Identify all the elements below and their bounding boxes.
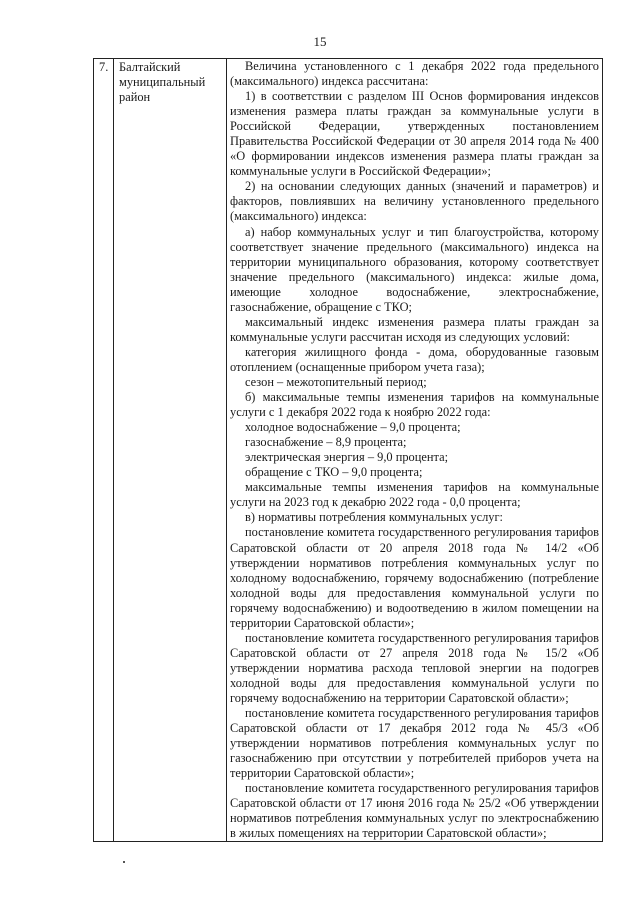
paragraph: максимальный индекс изменения размера платы граждан за коммунальные услуги рассчитан исходя из следующих условий:	[230, 314, 599, 344]
paragraph: а) набор коммунальных услуг и тип благоустройства, которому соответствует значение предельного (максимального) индекса на территории муниципального образования, которому соответствует значение предельного (максимального) индекса: жилые дома, имеющие холодное водоснабжение, электроснабжение, газоснабжение, обращение с ТКО;	[230, 224, 599, 314]
district-name: Балтайский муниципальный район	[114, 59, 227, 842]
paragraph: Величина установленного с 1 декабря 2022 года предельного (максимального) индекса рассчитана:	[230, 59, 599, 89]
paragraph: электрическая энергия – 9,0 процента;	[245, 450, 449, 465]
paragraph: холодное водоснабжение – 9,0 процента;	[245, 420, 461, 435]
paragraph: категория жилищного фонда - дома, оборудованные газовым отоплением (оснащенные прибором учета газа);	[230, 344, 599, 374]
page-number: 15	[313, 34, 327, 49]
paragraph: постановление комитета государственного регулирования тарифов Саратовской области от 27 апреля 2018 года № 15/2 «Об утверждении норматива расхода тепловой энергии на подогрев холодной воды для предоставления коммунальной услуги по горячему водоснабжению на территории Саратовской области»;	[230, 630, 599, 705]
table-row	[94, 59, 603, 842]
paragraph: максимальные темпы изменения тарифов на коммунальные услуги на 2023 год к декабрю 2022 года - 0,0 процента;	[230, 480, 599, 510]
scan-dot	[123, 861, 125, 863]
paragraph: газоснабжение – 8,9 процента;	[245, 435, 407, 450]
paragraph: 2) на основании следующих данных (значений и параметров) и факторов, повлиявших на величину установленного предельного (максимального) индекса:	[230, 179, 599, 224]
index-table	[93, 58, 603, 842]
paragraph: б) максимальные темпы изменения тарифов на коммунальные услуги с 1 декабря 2022 года к ноябрю 2022 года:	[230, 390, 599, 420]
paragraph: в) нормативы потребления коммунальных услуг:	[245, 510, 503, 525]
paragraph: 1) в соответствии с разделом III Основ формирования индексов изменения размера платы граждан за коммунальные услуги в Российской Федерации, утвержденных постановлением Правительства Российской Федерации от 30 апреля 2014 года № 400 «О формировании индексов изменения размера платы граждан за коммунальные услуги в Российской Федерации»;	[230, 89, 599, 179]
paragraph: обращение с ТКО – 9,0 процента;	[245, 465, 423, 480]
paragraph: постановление комитета государственного регулирования тарифов Саратовской области от 17 декабря 2012 года № 45/3 «Об утверждении нормативов потребления коммунальных услуг по газоснабжению при отсутствии у потребителей приборов учета на территории Саратовской области»;	[230, 706, 599, 781]
paragraph: постановление комитета государственного регулирования тарифов Саратовской области от 20 апреля 2018 года № 14/2 «Об утверждении нормативов потребления коммунальных услуг по холодному водоснабжению, горячему водоснабжению (потребление холодной воды для предоставления коммунальной услуги по горячему водоснабжению) и водоотведению в жилом помещении на территории Саратовской области»;	[230, 525, 599, 630]
index-justification	[227, 59, 603, 842]
paragraph: сезон – межотопительный период;	[245, 374, 427, 389]
paragraph: постановление комитета государственного регулирования тарифов Саратовской области от 17 июня 2016 года № 25/2 «Об утверждении нормативов потребления коммунальных услуг по электроснабжению в жилых помещениях на территории Саратовской области»;	[230, 781, 599, 841]
row-number: 7.	[94, 59, 114, 842]
